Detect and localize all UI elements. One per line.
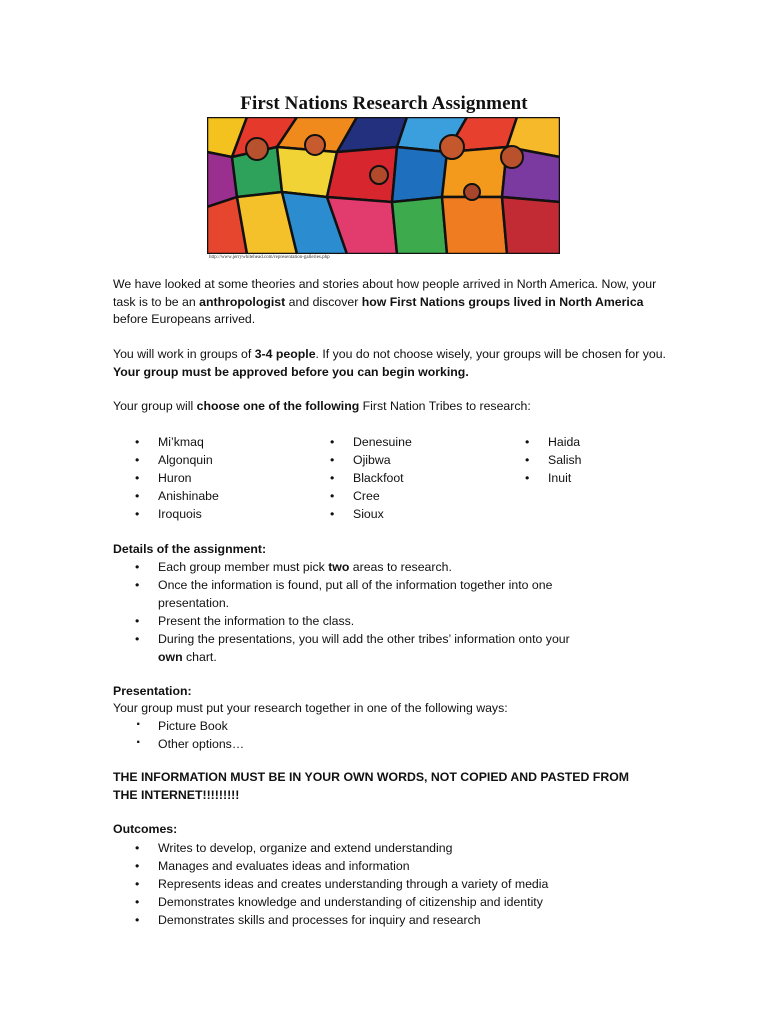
list-item: • Represents ideas and creates understanding through a variety of media (135, 875, 548, 893)
list-item: • Each group member must pick two areas to research. (113, 558, 593, 576)
list-item: • Writes to develop, organize and extend understanding (135, 839, 548, 857)
outcomes-heading: Outcomes: (113, 822, 178, 836)
list-item: • Anishinabe (135, 487, 219, 505)
list-item: • Demonstrates skills and processes for inquiry and research (135, 911, 548, 929)
list-item: • Blackfoot (330, 469, 412, 487)
list-item: • Iroquois (135, 505, 219, 523)
list-item: • Huron (135, 469, 219, 487)
presentation-heading: Presentation: (113, 684, 192, 698)
banner-artwork (207, 117, 560, 254)
list-item: • Manages and evaluates ideas and information (135, 857, 548, 875)
tribe-list-column-3 (525, 433, 582, 487)
page-title: First Nations Research Assignment (240, 93, 528, 114)
list-item: • Cree (330, 487, 412, 505)
presentation-options-list (135, 717, 244, 753)
tribe-list-column-1 (135, 433, 219, 523)
presentation-line: Your group must put your research together in one of the following ways: (113, 701, 508, 715)
details-list (113, 558, 593, 666)
details-heading: Details of the assignment: (113, 542, 267, 556)
list-item: · Picture Book (135, 717, 244, 735)
list-item: • Once the information is found, put all of the information together into one presentation. (113, 576, 593, 612)
tribe-list-column-2 (330, 433, 412, 523)
list-item: • Inuit (525, 469, 582, 487)
list-item: • Algonquin (135, 451, 219, 469)
list-item: • Salish (525, 451, 582, 469)
intro-paragraph: We have looked at some theories and stories about how people arrived in North America. Now, your task is to be an anthropologist and discover how First Nations groups lived in North America before Europeans arrived. (113, 277, 657, 326)
list-item: • Ojibwa (330, 451, 412, 469)
outcomes-list (135, 839, 548, 929)
list-item: • During the presentations, you will add the other tribes’ information onto your own chart. (113, 630, 593, 666)
list-item: • Denesuine (330, 433, 412, 451)
list-item: • Present the information to the class. (113, 612, 593, 630)
list-item: · Other options… (135, 735, 244, 753)
list-item: • Sioux (330, 505, 412, 523)
list-item: • Haida (525, 433, 582, 451)
choose-paragraph: Your group will choose one of the following First Nation Tribes to research: (113, 399, 531, 413)
list-item: • Mi’kmaq (135, 433, 219, 451)
warning-text: THE INFORMATION MUST BE IN YOUR OWN WORDS, NOT COPIED AND PASTED FROM THE INTERNET!!!!!!!!! (113, 770, 630, 802)
image-credit: http://www.jerrywhitehead.com/representation-galleries.php (209, 255, 330, 260)
groups-paragraph: You will work in groups of 3-4 people. If you do not choose wisely, your groups will be chosen for you. Your group must be approved before you can begin working. (113, 347, 666, 379)
list-item: • Demonstrates knowledge and understanding of citizenship and identity (135, 893, 548, 911)
